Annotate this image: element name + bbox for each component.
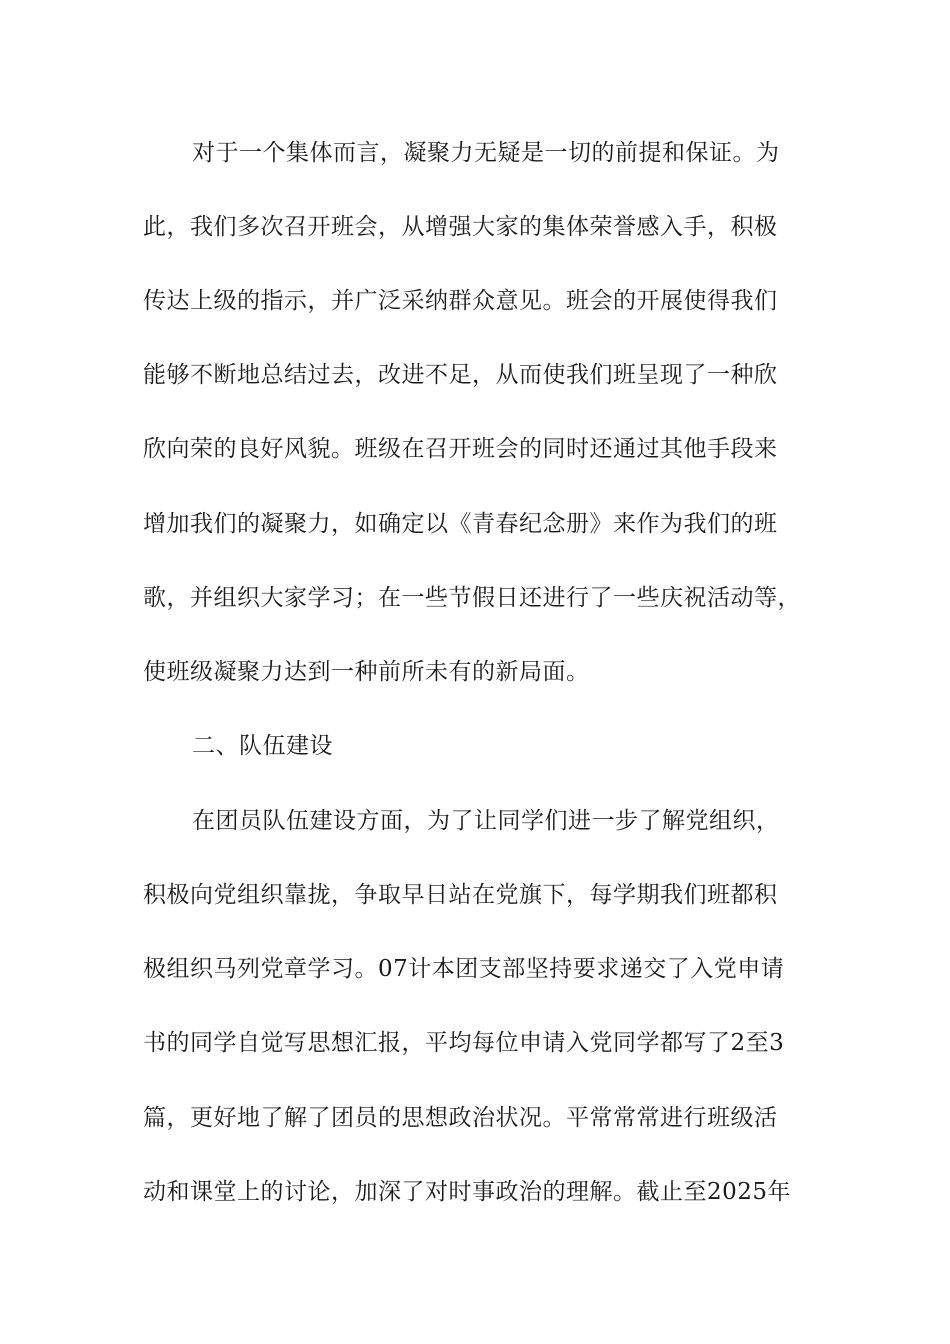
paragraph-1-line-1: 对于一个集体而言，凝聚力无疑是一切的前提和保证。为 (192, 140, 780, 166)
paragraph-1-line-5: 欣向荣的良好风貌。班级在召开班会的同时还通过其他手段来 (143, 436, 778, 462)
paragraph-2-line-5: 篇，更好地了解了团员的思想政治状况。平常常常进行班级活 (143, 1105, 778, 1131)
paragraph-1-line-6: 增加我们的凝聚力，如确定以《青春纪念册》来作为我们的班 (143, 511, 778, 537)
paragraph-2-line-2: 积极向党组织靠拢，争取早日站在党旗下，每学期我们班都积 (143, 882, 778, 908)
paragraph-1-line-3: 传达上级的指示，并广泛采纳群众意见。班会的开展使得我们 (143, 288, 778, 314)
paragraph-2-line-1: 在团员队伍建设方面，为了让同学们进一步了解党组织， (192, 808, 780, 834)
paragraph-2-line-6: 动和课堂上的讨论，加深了对时事政治的理解。截止至2025年 (143, 1179, 792, 1205)
paragraph-2-line-3: 极组织马列党章学习。07计本团支部坚持要求递交了入党申请 (143, 956, 785, 982)
section-heading: 二、队伍建设 (192, 733, 333, 759)
paragraph-1-line-2: 此，我们多次召开班会，从增强大家的集体荣誉感入手，积极 (143, 214, 778, 240)
paragraph-1-line-8: 使班级凝聚力达到一种前所未有的新局面。 (143, 659, 590, 685)
paragraph-2-line-4: 书的同学自觉写思想汇报，平均每位申请入党同学都写了2至3 (143, 1030, 785, 1056)
paragraph-1-line-7: 歌，并组织大家学习；在一些节假日还进行了一些庆祝活动等， (143, 585, 801, 611)
paragraph-1-line-4: 能够不断地总结过去，改进不足，从而使我们班呈现了一种欣 (143, 362, 778, 388)
